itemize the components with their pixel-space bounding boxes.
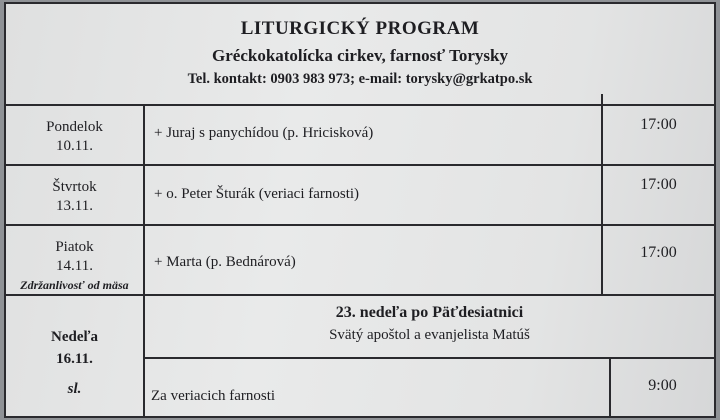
program-header bbox=[6, 4, 714, 106]
contact-line: Tel. kontakt: 0903 983 973; e-mail: torysky@grkatpo.sk bbox=[187, 71, 533, 87]
day-date: 10.11. bbox=[56, 138, 93, 154]
program-title: LITURGICKÝ PROGRAM bbox=[240, 18, 480, 39]
mass-intention: + o. Peter Šturák (veriaci farnosti) bbox=[154, 186, 360, 202]
feast-block bbox=[145, 294, 714, 357]
feast-rank: sl. bbox=[67, 381, 82, 397]
mass-time: 9:00 bbox=[648, 377, 677, 394]
day-name: Piatok bbox=[55, 239, 94, 255]
schedule-table bbox=[6, 104, 714, 416]
day-date: 13.11. bbox=[56, 198, 93, 214]
feast-title: 23. nedeľa po Päťdesiatnici bbox=[335, 304, 524, 321]
day-name: Nedeľa bbox=[50, 329, 99, 345]
mass-time: 17:00 bbox=[640, 244, 677, 261]
day-date: 16.11. bbox=[56, 351, 93, 367]
parish-subtitle: Gréckokatolícka cirkev, farnosť Torysky bbox=[212, 46, 508, 65]
mass-intention: Za veriacich farnosti bbox=[151, 388, 276, 404]
table-row-day bbox=[6, 118, 143, 156]
mass-time: 17:00 bbox=[640, 176, 677, 193]
column-divider bbox=[143, 104, 145, 418]
row-divider bbox=[6, 164, 714, 166]
row-divider bbox=[6, 224, 714, 226]
mass-intention: + Marta (p. Bednárová) bbox=[154, 254, 296, 270]
day-date: 14.11. bbox=[56, 258, 93, 274]
sunday-day bbox=[6, 326, 143, 400]
fasting-note: Zdržanlivosť od mäsa bbox=[20, 278, 129, 292]
day-name: Štvrtok bbox=[52, 179, 97, 195]
table-row-day bbox=[6, 178, 143, 216]
mass-intention: + Juraj s panychídou (p. Hricisková) bbox=[154, 125, 374, 141]
liturgical-program-sheet bbox=[4, 2, 716, 418]
day-name: Pondelok bbox=[46, 119, 103, 135]
table-row-day bbox=[6, 238, 143, 295]
feast-subtitle: Svätý apoštol a evanjelista Matúš bbox=[329, 327, 530, 343]
mass-time: 17:00 bbox=[640, 116, 677, 133]
row-divider bbox=[143, 357, 714, 359]
